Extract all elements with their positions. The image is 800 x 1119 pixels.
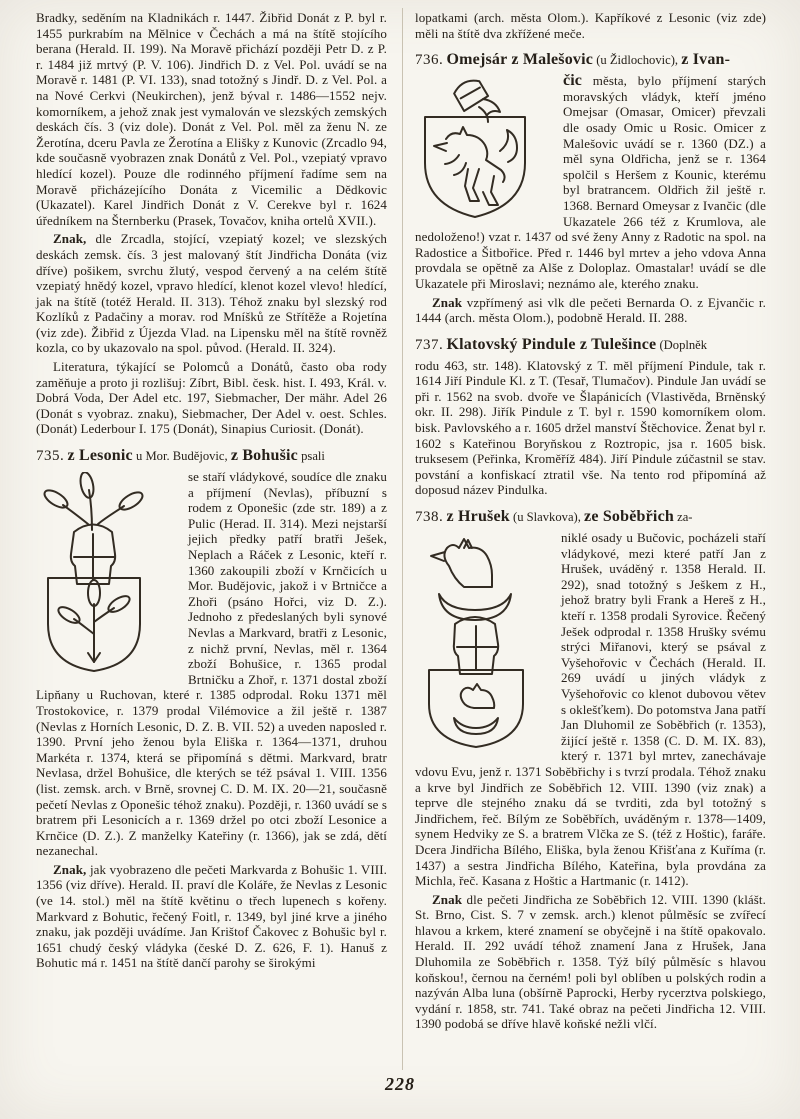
entry-736-heading <box>415 50 766 70</box>
paragraph-text: dle Zrcadla, stojící, vzepiatý kozel; ve slezských deskách zemsk. čís. 3 jest malovaný štít Jindřicha Donáta (viz dříve) pošikem, svrchu žlutý, vespod červený a na celém štítě vzepiatý hnědý kozel, vpravo hledící, klenot kozel vlevo! hledící, jak na štítě (totéž Herald. II. 313). Téhož znaku byl slezský rod Kozlíků z Padačiny a morav. rod Mníšků ze Střítěže a Rojetína (viz zde). Žibřid z Újezda Vlad. na Lipensku měl na štítě rovněž kozla, co by ukazovalo na spol. původ. (Herald. II. 324). <box>36 231 387 356</box>
paragraph-text: města, bylo příjmení starých moravských vládyk, kteří jméno Omejsar (Omasar, Omicer) převzali dle osady Omic u Rosic. Omicer z Malešovic uvádí se r. 1360 (DZ.) a měl syna Oldřicha, jenž se r. 1364 spolčil s Heršem z Kounic, kterému byl bratrancem. Oldřich žil ještě r. 1368. Bernard Omeysar z Ivančic (dle Ukazatele 266 též z Krumlova, ale nedoloženo!) vzat r. 1437 od své ženy Anny z Radotic na spol. na Radostice a Šitbořice. Před r. 1446 byl mrtev a jeho vdova Anna provdala se opětně za Alše z Doloplaz. Omastalar! uvádí se dle Ukazatele při Miroslavi; neznámo ale, kterého znaku. <box>415 73 766 291</box>
entry-title: Klatovský Pindule z Tulešince <box>446 335 657 353</box>
entry-title: ze Soběbřich <box>584 508 674 526</box>
paragraph-text: jak vyobrazeno dle pečeti Markvarda z Bohušic 1. VIII. 1356 (viz dříve). Herald. II. praví dle Koláře, že Nevlas z Lesonic (ve 14. stol.) měl na štítě květinu o třech lupenech s kořeny. Markvard z Bohutic, řečený Foitl, r. 1349, byl jiné krve a jiného znaku, jak později uvádíme. Jan Krištof Čakovec z Bohušic byl r. 1651 chudý český vládyka (české D. Z. 626, F. 1). Hanuš z Bohutic má r. 1451 na štítě dančí parohy se širokými <box>36 861 387 971</box>
paragraph-text: vzpřímený asi vlk dle pečeti Bernarda O. z Ejvančic r. 1444 (arch. města Olom.), podobně Herald. II. 288. <box>415 294 766 326</box>
paragraph-text: Literatura, týkající se Polomců a Donátů, často oba rody zaměňuje a proto ji rozlišuj: Zíbrt, Bibl. česk. hist. I. 493, Král. v. Dobrá Voda, Der Adel etc. 197, Siebmacher, Der mähr. Adel 26 (Donát s vyobraz. znaku), Siebmacher, Der Adel v. oest. Schles. (Donát) Lederbour I. 175 (Donát), Sinapius Curiosit. (Donát). <box>36 359 387 437</box>
znak-paragraph-738 <box>415 892 766 1032</box>
paragraph-text: se staří vládykové, soudíce dle znaku a příjmení (Nevlas), příbuzní s rodem z Oponešic (zde str. 189) a z Pulic (Herad. II. 314). Mezi nejstarší jejich předky patří bratři Ješek, Neplach a Ráček z Lesonic, kteří r. 1360 zakoupili zboží v Krnčicích u Mor. Budějovic, jakož i v Brtničce a Zhoři (psáno Hořci, viz D. Z.). Jednoho z předeslaných byli synové Nevlas a Markvard, bratři z Lesonic, z nichž první, Nevlas, měl r. 1364 zboží Bohušice, r. 1365 prodal Brtničku a Zhoř, r. 1371 dostal zboží Lipňany u Ruchovan, které r. 1385 odprodal. Roku 1371 měl Trostokovice, r. 1379 prodal Vilémovice a žil ještě r. 1387 (Nevlas z Horních Lesonic, D. Z. B. VII. 52) a uveden naposled r. 1390. První jeho ženou byla Eliška r. 1364—1371, druhou Markéta r. 1374, která se připomíná s dětmi. Markvard, bratr Nevlasa, držel Bohušice, dle kterých se též psával 1. VIII. 1356 (list. zemsk. arch. v Brně, srovnej C. D. M. IX. 20—21, současně pečetí Nevlas z Oponešic téhož znaku). Později, r. 1360 uvádí se s bratrem při Lesonicích a r. 1369 držel po otci zboží Lesonice a Krnčice (D. Z.). Z manželky Kateřiny (r. 1366), jak se zdá, dětí nezanechal. <box>36 469 387 859</box>
znak-paragraph-donat <box>36 231 387 356</box>
entry-subtitle: (u Židlochovic), <box>593 53 682 68</box>
entry-title: z Hrušek <box>446 508 510 526</box>
entry-number: 735. <box>36 448 65 465</box>
coat-of-arms-738-figure <box>419 532 531 748</box>
entry-737-heading <box>415 335 766 355</box>
entry-738-heading <box>415 507 766 527</box>
literatura-paragraph <box>36 359 387 437</box>
entry-heading-tail: psali <box>297 449 325 464</box>
paragraph-text: lopatkami (arch. města Olom.). Kapříkové z Lesonic (viz zde) měli na štítě dva zkřížené meče. <box>415 10 766 41</box>
left-column <box>36 10 387 1032</box>
page-number: 228 <box>385 1074 415 1094</box>
continuation-paragraph-donat <box>36 10 387 228</box>
head-crescent-helm-shield-drawing <box>419 532 531 748</box>
right-column <box>415 10 766 1032</box>
entry-738-body <box>415 530 766 889</box>
helm-leaf-crest-shield-drawing <box>38 472 150 672</box>
entry-heading-tail: (Doplněk <box>656 337 708 352</box>
paragraph-text: niklé osady u Bučovic, pocházeli staří vládykové, mezi které patří Jan z Hrušek, uváděný r. 1358 Herald. II. 292), snad totožný s Ješkem z H., jehož bratry byli Frank a Hereš z H., kteří r. 1358 prodali Syrovice. Řečený Ješek odprodal r. 1358 Hrušky svému strýci Miřanovi, který se psával z Vyšehořovic v Čechách (Herald. II. 269 uvádí u jiných vládyk z Vyšehořovic co klenot dubovou větev s oklešťkem). Do potomstva Jana patří Jan Dluhomil ze Soběbřich (r. 1353), žijící ještě r. 1358 (C. D. M. IX. 83), který r. 1371 byl mrtev, zanechávaje vdovu Evu, jenž r. 1371 Soběbřichy i s tvrzí prodala. Téhož znaku a krve byl Jindřich ze Soběbřich 12. VIII. 1390 (viz znak) a teprve dle stejného znaku dá se tvrditi, zda byl totožný s Jindřichem, řeč. Bílým ze Soběbřích, uváděným r. 1378—1409, synem Hedviky ze S. a bratrem Vlčka ze S. (též z Hoštic), faráře. Dcera Jindřicha Bílého, Eliška, byla ženou Křišťana z Kuříma (r. 1437) a sestra Jindřicha Bílého, Kateřina, byla provdána za Michla, řeč. Kasana z Hoštic a Hartmanic (r. 1412). <box>415 530 766 889</box>
entry-title-continuation: čic <box>563 72 582 90</box>
paragraph-text: dle pečeti Jindřicha ze Soběbřich 12. VIII. 1390 (klášt. St. Brno, Cist. S. 7 v zemsk. arch.) klenot půlměsíc se zvířecí hlavou a krkem, které znamení se obyčejně i na štítě opakovalo. Herald. II. 292 uvádí téhož znamení Jana z Hrušek, Jana Dluhomila ze Soběbřich r. 1358. Týž bílý půlměsíc s hlavou koňskou!, černou na černém! poli byl oblíben u polských rodin a nazýván Alba luna (obšírně Paprocki, Herby rycerztva polskiego, vydání r. 1858, str. 741. Také obraz na pečeti Jindřicha 12. VIII. 1390 podobá se dříve hlavě koňské nežli vlčí. <box>415 891 766 1032</box>
entry-subtitle: (u Slavkova), <box>509 510 585 525</box>
paragraph-text: Bradky, seděním na Kladnikách r. 1447. Žibřid Donát z P. byl r. 1455 purkrabím na Mělnice v Čechách a má na štítě stojícího berana (Herald. II. 199). Na Moravě přichází později Petr D. z P. r. 1484 již mrtvý (P. V. 106). Jindřich D. z Vel. Pol. uvádí se na Moravě r. 1481 (P. VI. 133), snad totožný s Jindř. D. z Vel. Pol. a na Nové Cerkvi (Neukirchen), jenž býval r. 1486—1552 nejv. komorníkem, a jehož znak jest vymalován ve slezských zemských deskách čís. 3 (viz dole). Donát z Vel. Pol. měl za ženu N. ze Žerotína, dceru Pavla ze Žerotína a Elišky z Kunovic (Zrcadlo 94, kde současně vyobrazen znak Donátů z Vel. Pol., vzepiatý vpravo hledící kozel). Pouze dle rodinného příjmení řadíme sem na Moravě přicházejícího Donáta z Vicemilic a Dědkovic (Ukazatel). Karel Jindřich Donát z V. Cerekve byl r. 1624 úředníkem na Šternberku (Prasek, Tovačov, kniha ortelů XVII.). <box>36 10 387 228</box>
coat-of-arms-735-figure <box>38 472 150 672</box>
znak-lead: Znak, <box>53 861 87 877</box>
entry-title: Omejsár z Malešovic <box>446 51 594 69</box>
entry-735-body <box>36 469 387 859</box>
coat-of-arms-736-figure <box>419 77 531 219</box>
rampant-wolf-shield-drawing <box>419 77 531 219</box>
entry-number: 738. <box>415 509 444 526</box>
text-columns <box>36 10 766 1032</box>
znak-lead: Znak <box>432 891 463 907</box>
paragraph-text: rodu 463, str. 148). Klatovský z T. měl příjmení Pindule, tak r. 1614 Jiří Pindule Kl. z T. (Tesař, Tlumačov). Pindule Jan uvádí se při r. 1562 na svob. dvoře ve Šlapánicích (Vlastivěda, Brněnský okr. II. 298). Jiřík Pindule z T. byl r. 1590 komorníkem olom. bisk. Pavlovského a r. 1605 držel manství Štěchovice. Ženat byl r. 1602 s Kateřinou Boryňskou z Roztropic, jsa r. 1605 bisk. truksesem (Peřinka, Kroměříž 484). Jiří Pindule zúčastnil se stav. povstání a konfiskací ztratil vše. Na tento rod připomíná až doposud název Pindulka. <box>415 357 766 498</box>
entry-number: 736. <box>415 52 444 69</box>
znak-lead: Znak, <box>53 231 87 247</box>
znak-paragraph-735 <box>36 862 387 971</box>
entry-title: z Ivan- <box>681 51 731 69</box>
znak-paragraph-736 <box>415 295 766 326</box>
entry-heading-tail: za- <box>673 510 693 525</box>
entry-title: z Lesonic <box>67 447 133 465</box>
entry-title: z Bohušic <box>230 447 298 465</box>
entry-736-body <box>415 73 766 291</box>
entry-number: 737. <box>415 336 444 353</box>
znak-lead: Znak <box>432 294 463 310</box>
entry-subtitle: u Mor. Budějovic, <box>132 449 231 464</box>
continuation-paragraph-lesonic <box>415 10 766 41</box>
entry-737-body <box>415 358 766 498</box>
entry-735-heading <box>36 446 387 466</box>
